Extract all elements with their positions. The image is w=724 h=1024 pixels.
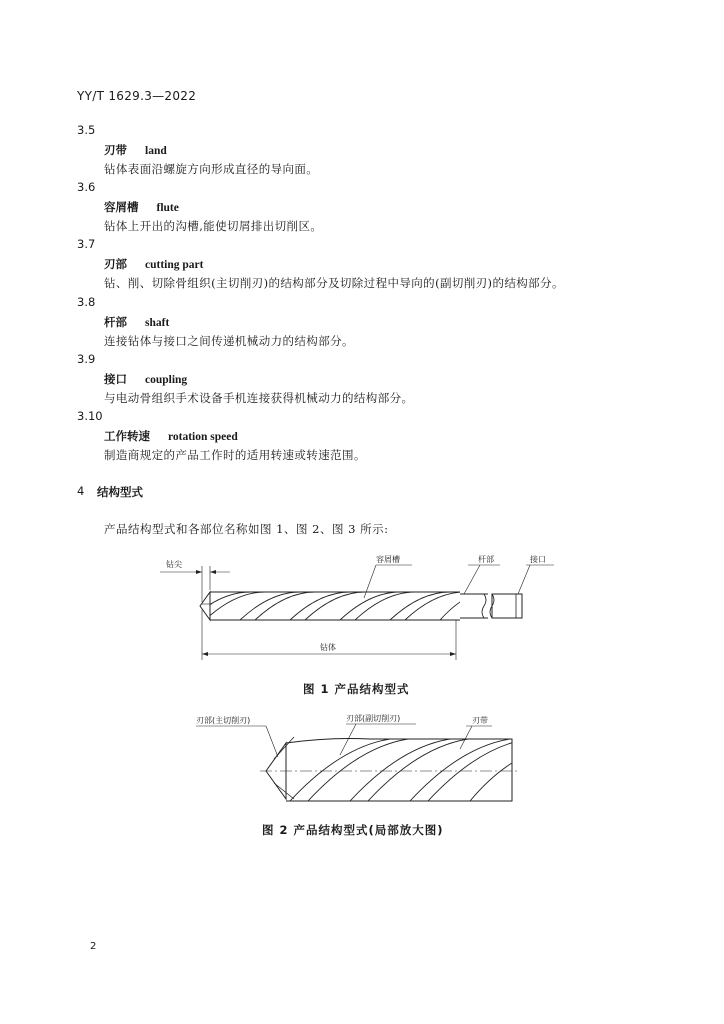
label-shaft: 杆部 [478, 555, 494, 564]
standard-number: YY/T 1629.3—2022 [77, 89, 197, 103]
term-english: cutting part [145, 259, 204, 272]
label-main-edge: 刃部(主切削刃) [196, 716, 251, 725]
figure-1-caption: 图 1 产品结构型式 [303, 682, 410, 696]
term-chinese: 刃部 [104, 257, 127, 272]
label-tip: 钻尖 [166, 560, 182, 569]
term-english: coupling [145, 373, 188, 386]
term-chinese: 刃带 [104, 143, 127, 157]
term-english: flute [156, 202, 179, 215]
section-number: 4 [77, 484, 85, 498]
label-secondary-edge: 刃部(副切削刃) [346, 714, 401, 723]
figure-1-drawing [150, 548, 570, 663]
definition-term [104, 428, 238, 444]
definition-text: 钻体上开出的沟槽,能使切屑排出切削区。 [104, 219, 323, 234]
term-chinese: 工作转速 [104, 429, 150, 443]
section-title: 结构型式 [97, 485, 143, 499]
term-chinese: 杆部 [104, 314, 127, 329]
label-flute: 容屑槽 [376, 555, 400, 564]
term-chinese: 接口 [104, 371, 127, 386]
definition-number: 3.10 [77, 409, 103, 423]
figure-2-drawing [190, 707, 530, 807]
definition-number: 3.9 [77, 351, 96, 366]
definition-number: 3.7 [77, 237, 96, 252]
definition-text: 钻体表面沿螺旋方向形成直径的导向面。 [104, 162, 319, 176]
term-chinese: 容屑槽 [104, 200, 139, 215]
helical-flute-detail [290, 739, 528, 801]
coupling-shape [492, 594, 522, 618]
definition-term [104, 199, 179, 215]
definition-text: 与电动骨组织手术设备手机连接获得机械动力的结构部分。 [104, 390, 414, 405]
page-number: 2 [90, 941, 97, 952]
label-land: 刃带 [472, 716, 488, 725]
definition-text: 钻、削、切除骨组织(主切削刃)的结构部分及切除过程中导向的(副切削刃)的结构部分。 [104, 276, 564, 291]
definition-term [104, 256, 203, 272]
term-english: shaft [145, 316, 170, 329]
section-intro: 产品结构型式和各部位名称如图 1、图 2、图 3 所示: [104, 522, 389, 536]
helical-flute-lines [190, 592, 480, 620]
definition-number: 3.6 [77, 180, 96, 195]
drill-tip-shape [200, 592, 210, 620]
figure-2-caption: 图 2 产品结构型式(局部放大图) [262, 823, 444, 837]
term-english: land [145, 145, 167, 157]
definition-term [104, 314, 169, 330]
label-body: 钻体 [320, 643, 336, 652]
definition-text: 制造商规定的产品工作时的适用转速或转速范围。 [104, 448, 366, 462]
label-coupling: 接口 [530, 555, 546, 564]
term-english: rotation speed [168, 431, 238, 443]
definition-number: 3.8 [77, 294, 96, 309]
definition-number: 3.5 [77, 123, 96, 137]
definition-term [104, 142, 167, 158]
definition-term [104, 371, 187, 387]
definition-text: 连接钻体与接口之间传递机械动力的结构部分。 [104, 333, 354, 348]
